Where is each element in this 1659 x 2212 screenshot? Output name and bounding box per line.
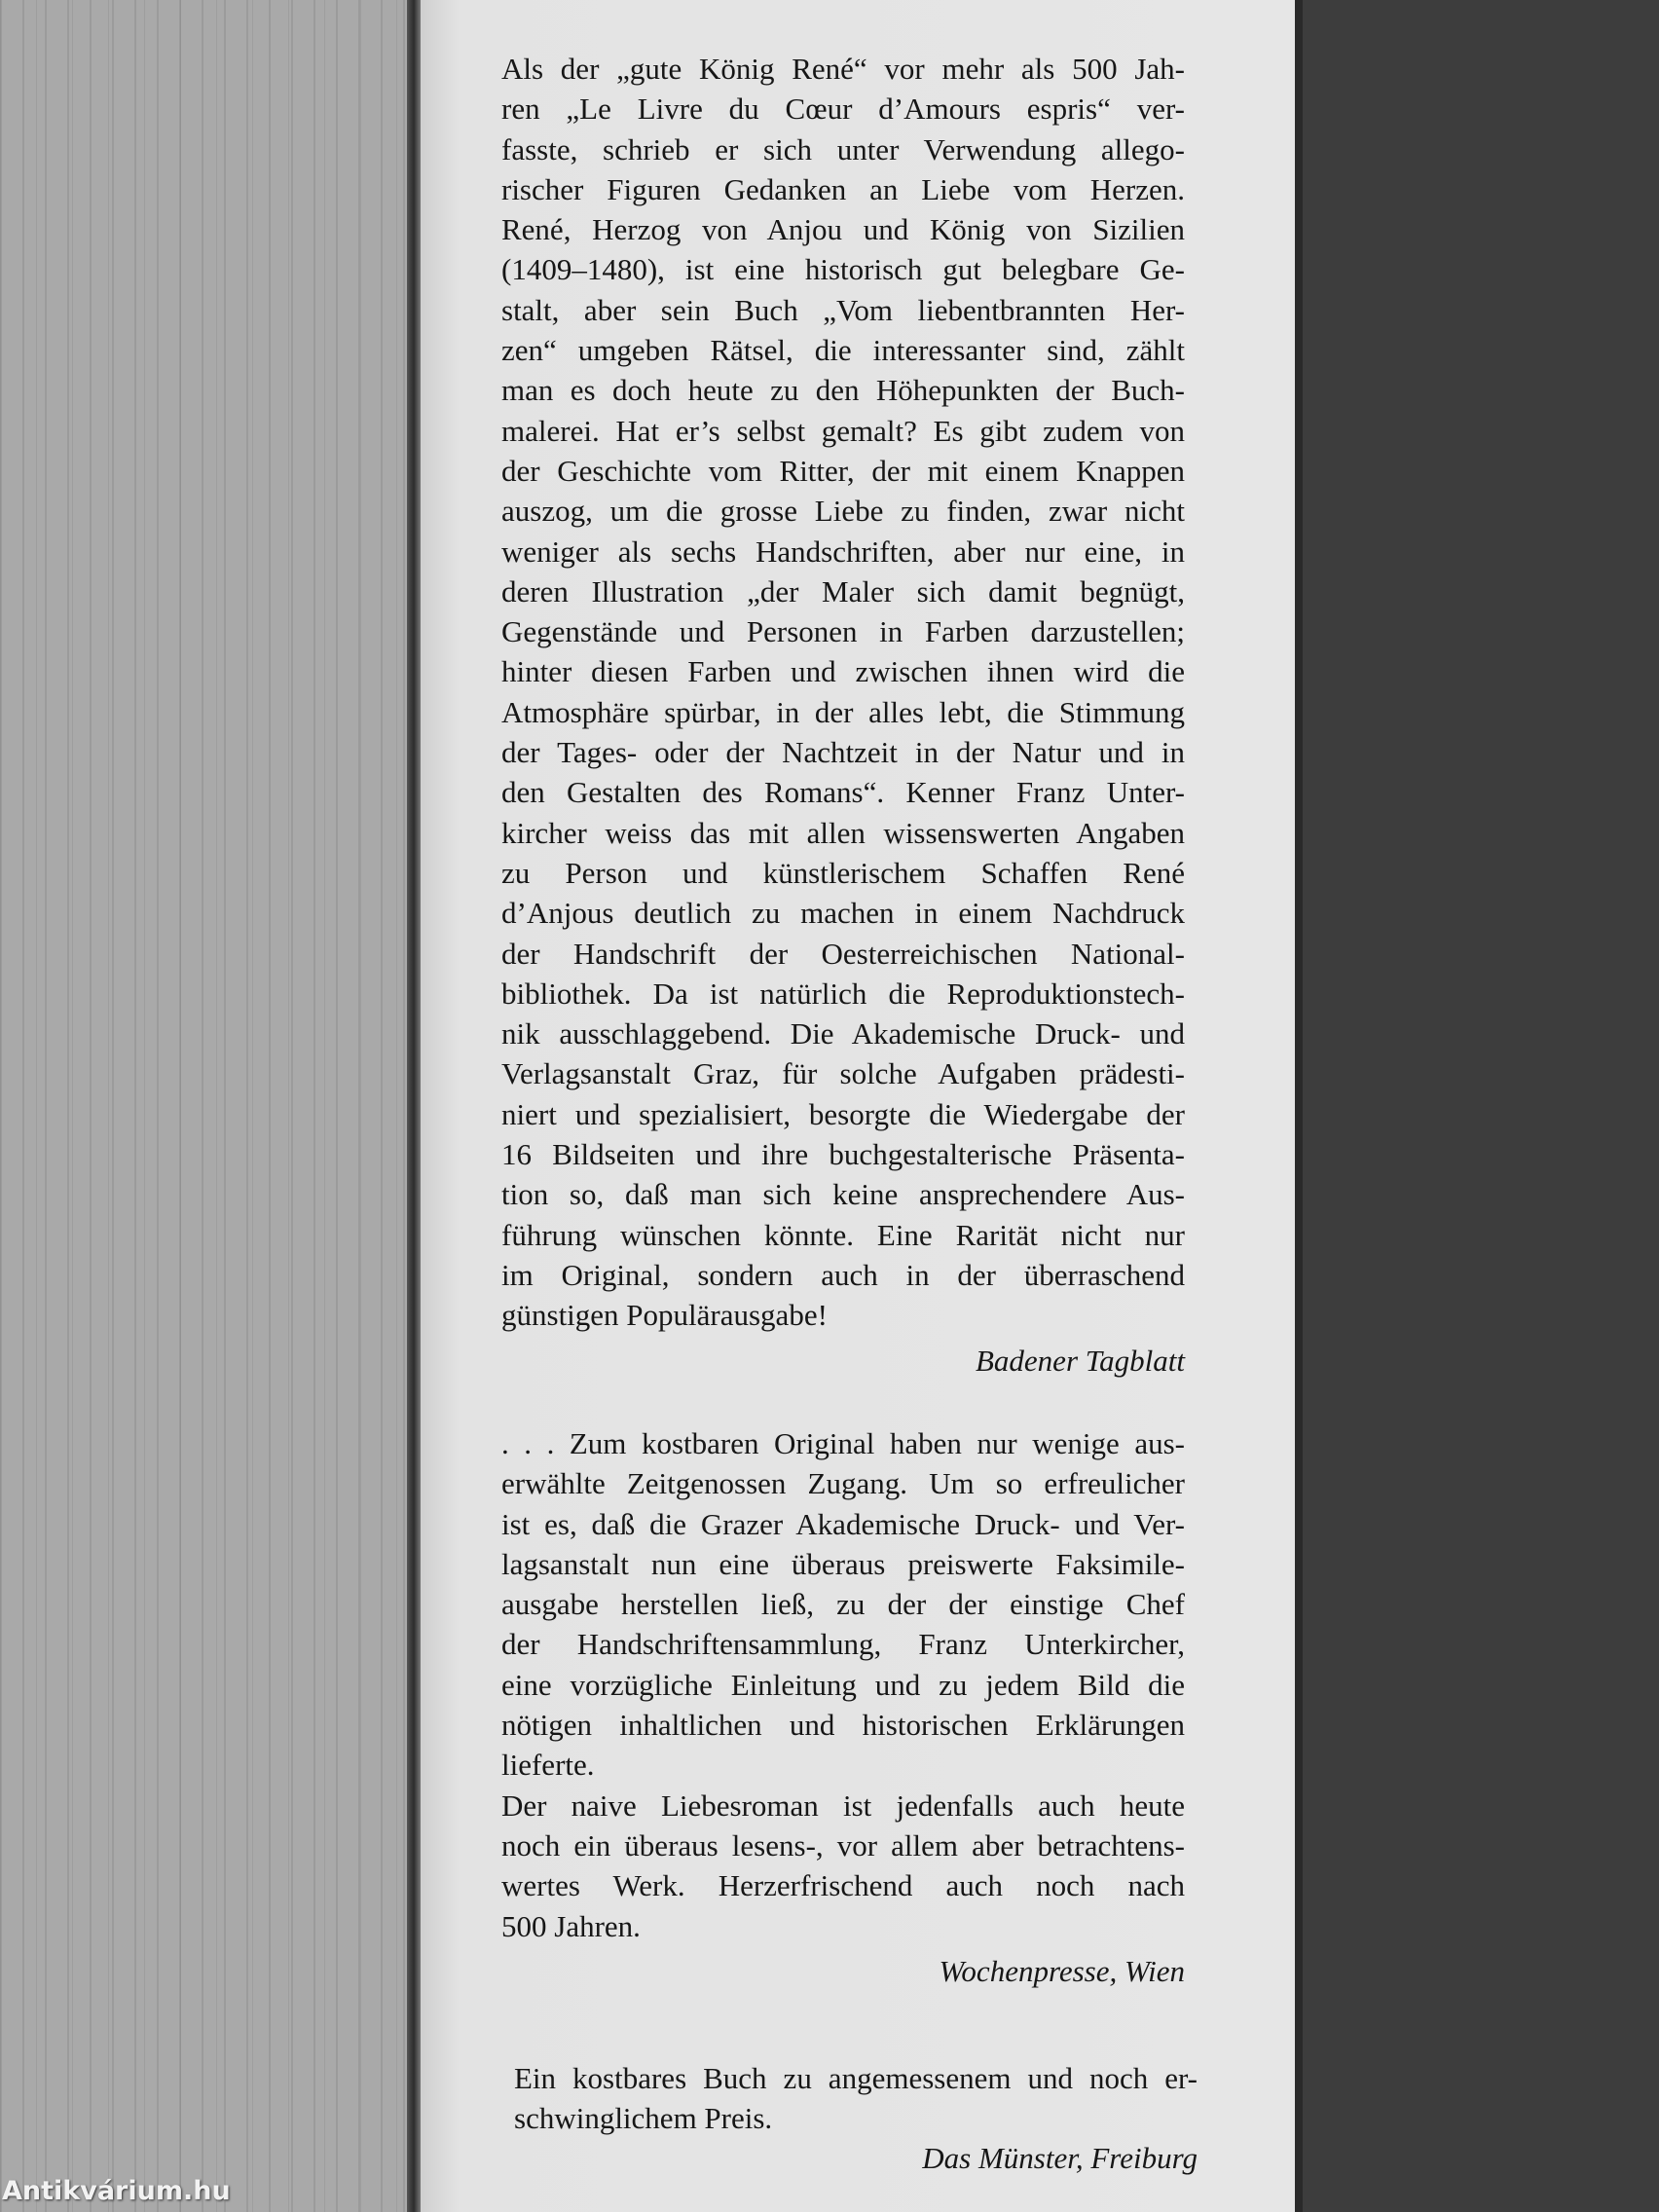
text-line: 500 Jahren. xyxy=(501,1908,641,1943)
text-line: man es doch heute zu den Höhepunkten der Buch- xyxy=(501,373,1185,408)
text-line: der Geschichte vom Ritter, der mit einem Knappen xyxy=(501,453,1185,488)
text-line: malerei. Hat er’s selbst gemalt? Es gibt zudem von xyxy=(501,413,1185,448)
text-line: schwinglichem Preis. xyxy=(514,2101,773,2136)
review-das-muenster xyxy=(514,2058,1198,2175)
review-wochenpresse xyxy=(501,1423,1185,1988)
text-line: bibliothek. Da ist natürlich die Reproduktionstech- xyxy=(501,976,1185,1011)
text-line: weniger als sechs Handschriften, aber nur eine, in xyxy=(501,534,1185,569)
text-line: René, Herzog von Anjou und König von Sizilien xyxy=(501,212,1185,247)
text-line: lieferte. xyxy=(501,1748,595,1783)
wooden-background xyxy=(0,0,414,2212)
text-line: fasste, schrieb er sich unter Verwendung allego- xyxy=(501,131,1185,166)
text-line: nik ausschlaggebend. Die Akademische Druck- und xyxy=(501,1016,1185,1051)
text-line: niert und spezialisiert, besorgte die Wiedergabe der xyxy=(501,1096,1185,1131)
text-line: noch ein überaus lesens-, vor allem aber betrachtens- xyxy=(501,1827,1185,1862)
text-line: (1409–1480), ist eine historisch gut belegbare Ge- xyxy=(501,252,1185,287)
text-line: den Gestalten des Romans“. Kenner Franz Unter- xyxy=(501,775,1185,810)
review-badener-tagblatt xyxy=(501,49,1185,1378)
text-line: ren „Le Livre du Cœur d’Amours espris“ ver- xyxy=(501,92,1185,127)
text-line: erwählte Zeitgenossen Zugang. Um so erfreulicher xyxy=(501,1466,1185,1501)
text-line: 16 Bildseiten und ihre buchgestalterische Präsenta- xyxy=(501,1137,1185,1172)
text-line: tion so, daß man sich keine ansprechendere Aus- xyxy=(501,1177,1185,1212)
text-line: stalt, aber sein Buch „Vom liebentbrannten Her- xyxy=(501,292,1185,327)
text-line: hinter diesen Farben und zwischen ihnen wird die xyxy=(501,654,1185,689)
text-line: ist es, daß die Grazer Akademische Druck- und Ver- xyxy=(501,1506,1185,1541)
text-line: wertes Werk. Herzerfrischend auch noch nach xyxy=(501,1868,1185,1903)
text-line: Als der „gute König René“ vor mehr als 500 Jah- xyxy=(501,52,1185,86)
text-line: Gegenstände und Personen in Farben darzustellen; xyxy=(501,614,1185,649)
text-line: deren Illustration „der Maler sich damit begnügt, xyxy=(501,573,1185,608)
text-line: nötigen inhaltlichen und historischen Erklärungen xyxy=(501,1708,1185,1743)
text-line: eine vorzügliche Einleitung und zu jedem Bild die xyxy=(501,1667,1185,1702)
text-line: rischer Figuren Gedanken an Liebe vom Herzen. xyxy=(501,171,1185,206)
text-line: lagsanstalt nun eine überaus preiswerte Faksimile- xyxy=(501,1546,1185,1581)
book-spine-shadow xyxy=(407,0,421,2212)
text-line: kircher weiss das mit allen wissenswerten Angaben xyxy=(501,815,1185,850)
watermark: Antikvárium.hu xyxy=(2,2176,231,2206)
review-source: Wochenpresse, Wien xyxy=(939,1953,1185,1988)
dark-background xyxy=(1295,0,1659,2212)
text-line: führung wünschen könnte. Eine Rarität nicht nur xyxy=(501,1217,1185,1252)
text-line: im Original, sondern auch in der überraschend xyxy=(501,1257,1185,1292)
text-line: zu Person und künstlerischem Schaffen René xyxy=(501,855,1185,890)
text-line: der Handschriftensammlung, Franz Unterkircher, xyxy=(501,1627,1185,1662)
text-line: . . . Zum kostbaren Original haben nur wenige aus- xyxy=(501,1426,1185,1460)
review-source: Badener Tagblatt xyxy=(975,1343,1185,1378)
text-line: Atmosphäre spürbar, in der alles lebt, die Stimmung xyxy=(501,694,1185,729)
text-line: günstigen Populärausgabe! xyxy=(501,1298,828,1333)
text-line: auszog, um die grosse Liebe zu finden, zwar nicht xyxy=(501,494,1185,529)
text-line: Verlagsanstalt Graz, für solche Aufgaben prädesti- xyxy=(501,1056,1185,1091)
text-line: der Tages- oder der Nachtzeit in der Natur und in xyxy=(501,735,1185,770)
review-source: Das Münster, Freiburg xyxy=(922,2140,1198,2175)
text-line: der Handschrift der Oesterreichischen National- xyxy=(501,936,1185,971)
text-line: ausgabe herstellen ließ, zu der der einstige Chef xyxy=(501,1587,1185,1622)
text-line: Ein kostbares Buch zu angemessenem und noch er- xyxy=(514,2061,1198,2095)
text-line: zen“ umgeben Rätsel, die interessanter sind, zählt xyxy=(501,333,1185,368)
text-line: d’Anjous deutlich zu machen in einem Nachdruck xyxy=(501,896,1185,931)
text-line: Der naive Liebesroman ist jedenfalls auch heute xyxy=(501,1788,1185,1823)
